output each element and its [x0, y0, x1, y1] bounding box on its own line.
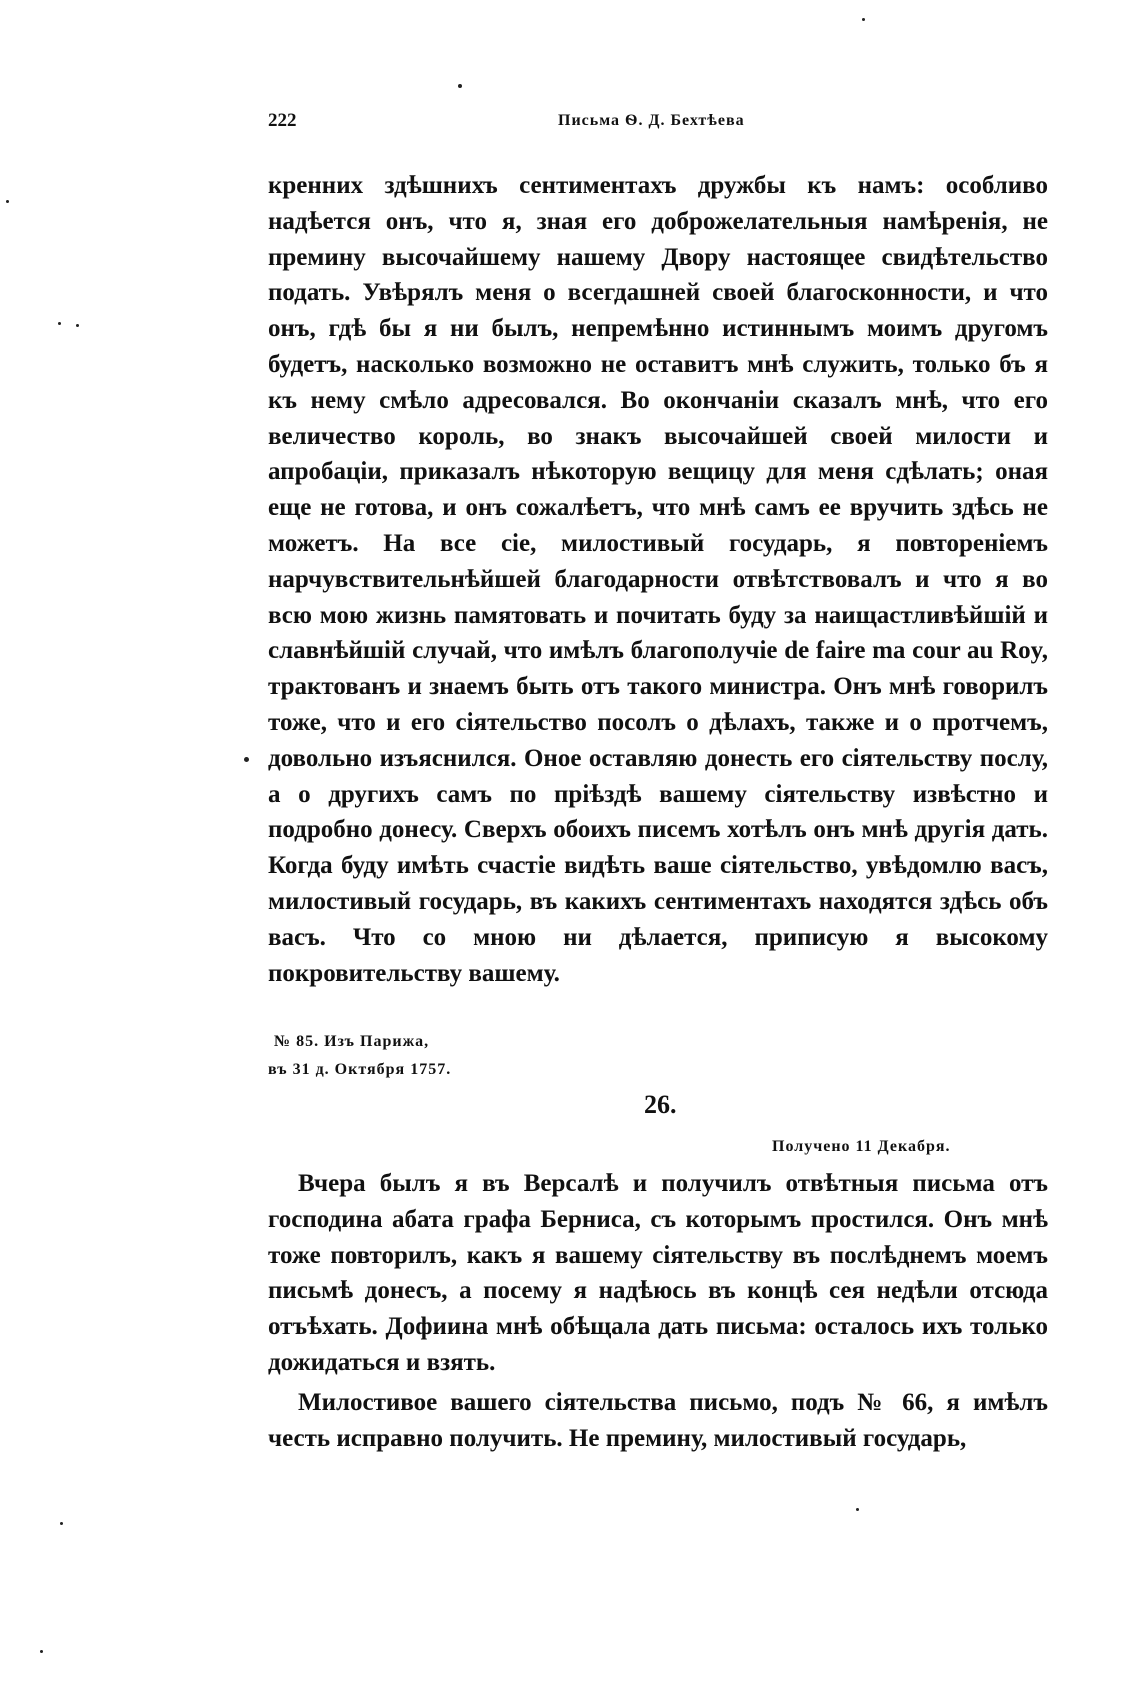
page-number: 222	[268, 110, 297, 131]
scan-speck	[458, 84, 462, 88]
scan-speck	[856, 1508, 859, 1511]
signature-line-1: № 85. Изъ Парижа,	[274, 1033, 430, 1050]
letter-25-signature	[268, 1028, 451, 1084]
scan-speck	[862, 18, 865, 21]
letter-26-text	[268, 1166, 1048, 1456]
scan-speck	[76, 324, 79, 327]
received-note: Получено 11 Декабря.	[772, 1138, 951, 1155]
signature-line-2: въ 31 д. Октября 1757.	[268, 1061, 452, 1078]
scan-speck	[40, 1650, 43, 1653]
running-head	[268, 110, 1058, 140]
letter-26-paragraph-1: Вчера былъ я въ Версалѣ и получилъ отвѣтныя письма отъ господина абата графа Берниса, съ которымъ простился. Онъ мнѣ тоже повторилъ, какъ я вашему сіятельству въ послѣднемъ моемъ письмѣ донесъ, а посему я надѣюсь въ концѣ сея недѣли отсюда отъѣхать. Дофиина мнѣ обѣщала дать письма: осталось ихъ только дожидаться и взять.	[268, 1170, 1048, 1376]
letter-26-number: 26.	[644, 1090, 677, 1119]
scan-speck	[58, 322, 61, 325]
scan-speck	[60, 1522, 63, 1525]
scan-speck	[6, 200, 9, 203]
letter-26-paragraph-2: Милостивое вашего сіятельства письмо, подъ № 66, я имѣлъ честь исправно получить. Не премину, милостивый государь,	[268, 1388, 1048, 1452]
scan-speck	[244, 757, 249, 762]
letter-25-text	[268, 168, 1048, 991]
letter-25-body: кренних здѣшнихъ сентиментахъ дружбы къ намъ: особливо надѣется онъ, что я, зная его доброжелательныя намѣренія, не премину высочайшему нашему Двору настоящее свидѣтельство подать. Увѣрялъ меня о всегдашней своей благосконности, и что онъ, гдѣ бы я ни былъ, непремѣнно истиннымъ моимъ другомъ будетъ, насколько возможно не оставитъ мнѣ служить, только бъ я къ нему смѣло адресовался. Во окончаніи сказалъ мнѣ, что его величество король, во знакъ высочайшей своей милости и апробаціи, приказалъ нѣкоторую вещицу для меня сдѣлать; оная еще не готова, и онъ сожалѣетъ, что мнѣ самъ ее вручить здѣсь не можетъ. На все сіе, милостивый государь, я повтореніемъ нарчувствительнѣйшей благодарности отвѣтствовалъ и что я во всю мою жизнь памятовать и почитать буду за наищастливѣйшій и славнѣйшій случай, что имѣлъ благополучіе de faire ma cour au Roy, трактованъ и знаемъ быть отъ такого министра. Онъ мнѣ говорилъ тоже, что и его сіятельство посолъ о дѣлахъ, также и о протчемъ, довольно изъяснился. Оное оставляю донесть его сіятельству послу, а о другихъ самъ по пріѣздѣ вашему сіятельству извѣстно и подробно донесу. Сверхъ обоихъ писемъ хотѣлъ онъ мнѣ другія дать. Когда буду имѣть счастіе видѣть ваше сіятельство, увѣдомлю васъ, милостивый государь, въ какихъ сентиментахъ находятся здѣсь объ васъ. Что со мною ни дѣлается, приписую я высокому покровительству вашему.	[268, 172, 1048, 987]
running-title: Письма Ѳ. Д. Бехтѣева	[558, 112, 745, 129]
